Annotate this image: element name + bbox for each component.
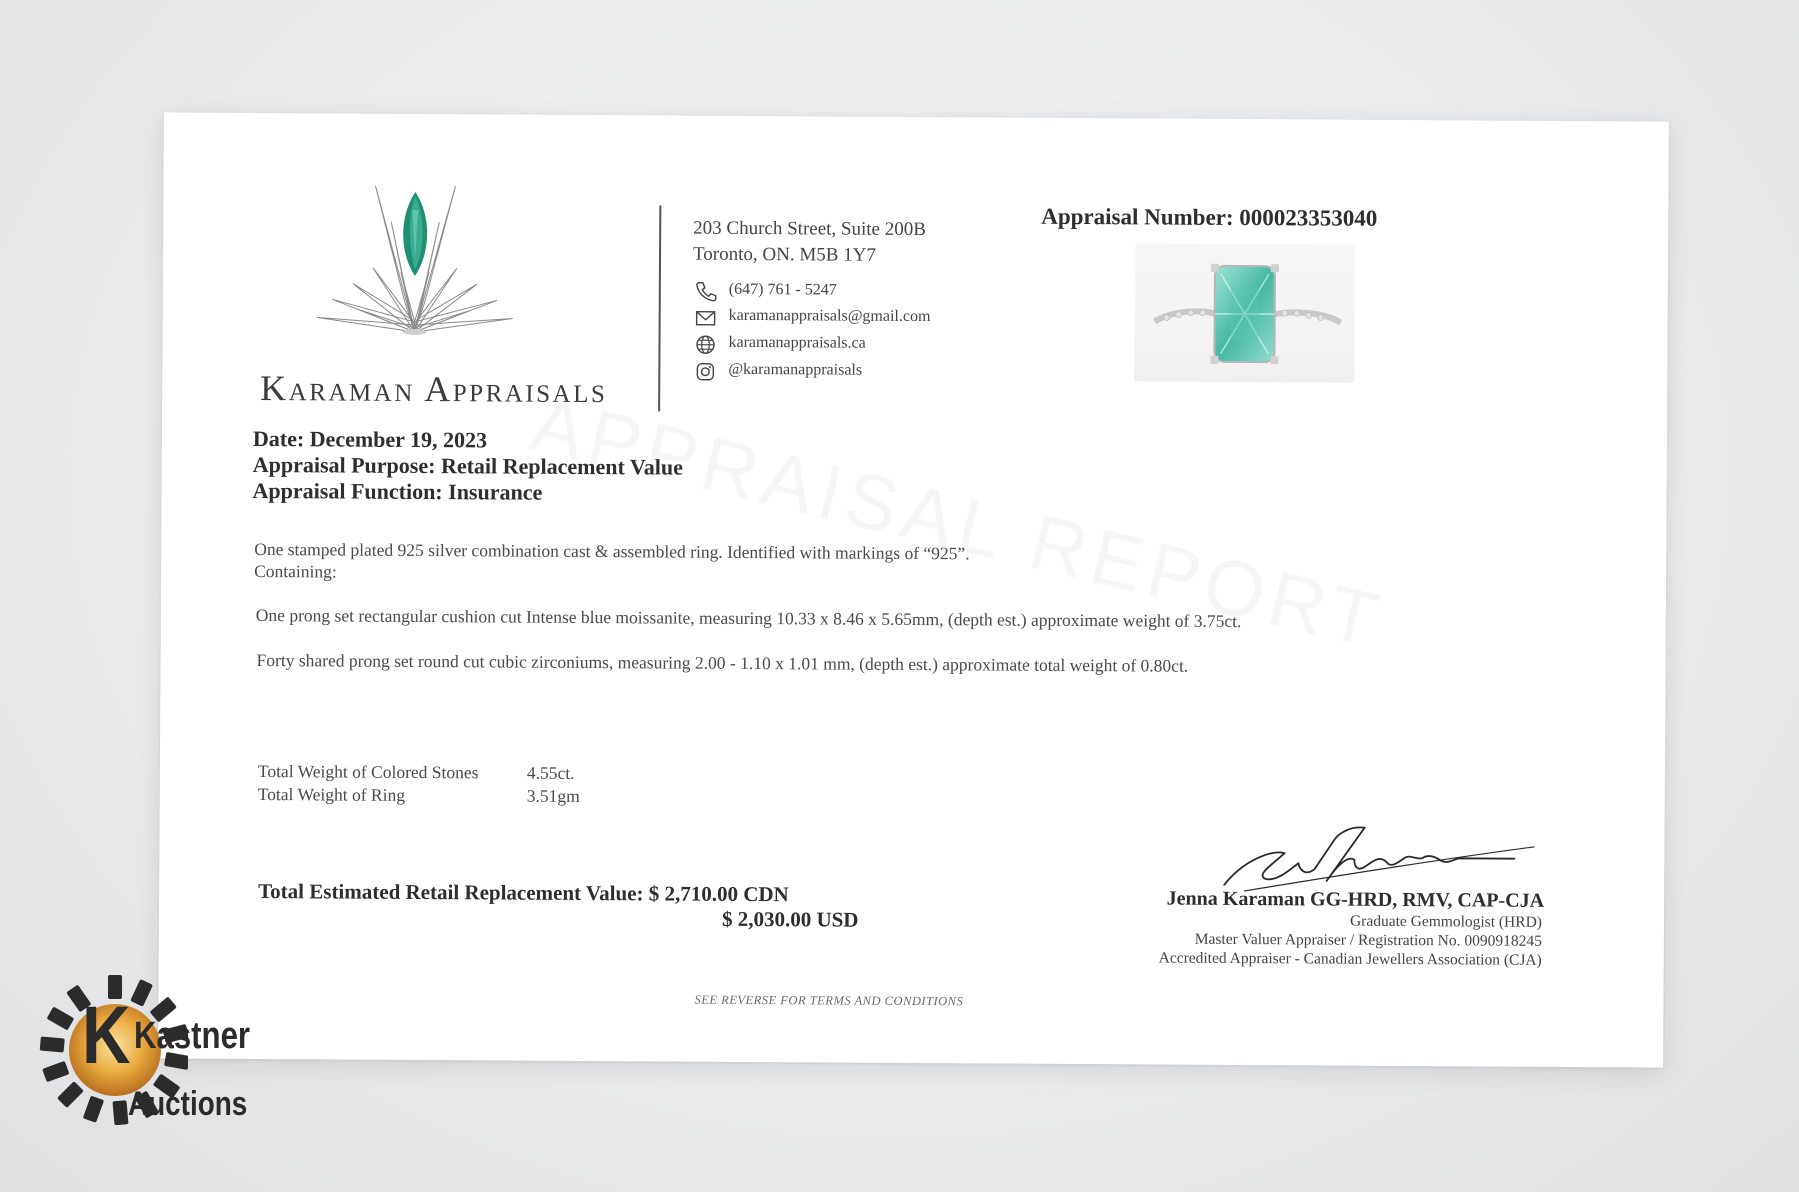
signatory-credential-2: Master Valuer Appraiser / Registration No. 0090918245: [1194, 930, 1542, 950]
total-value-usd: $ 2,030.00 USD: [721, 906, 859, 932]
signatory-credential-1: Graduate Gemmologist (HRD): [1349, 912, 1543, 931]
company-name: Karaman Appraisals: [260, 368, 608, 411]
appraisal-document: [158, 112, 1669, 1067]
item-description: One stamped plated 925 silver combination cast & assembled ring. Identified with markings of “925”.: [254, 538, 970, 564]
globe-icon: [694, 334, 716, 356]
phone-icon: [695, 280, 717, 302]
address-line-2: Toronto, ON. M5B 1Y7: [692, 243, 876, 266]
instagram-handle: @karamanappraisals: [728, 360, 863, 379]
stone-description-2: Forty shared prong set round cut cubic zirconiums, measuring 2.00 - 1.10 x 1.01 mm, (depth est.) approximate total weight of 0.80ct.: [256, 649, 1189, 676]
company-logo: [255, 181, 576, 343]
kastner-auctions-logo: [38, 975, 258, 1125]
weight-label-stones: Total Weight of Colored Stones: [257, 760, 479, 783]
kastner-k: K: [82, 990, 131, 1081]
appraisal-date: Date: December 19, 2023: [252, 425, 488, 453]
kastner-line-1: Kastner: [134, 1015, 251, 1057]
signatory-credential-3: Accredited Appraiser - Canadian Jewellers Association (CJA): [1158, 949, 1542, 969]
email-icon: [695, 307, 717, 329]
item-containing: Containing:: [254, 560, 337, 582]
appraisal-number: Appraisal Number: 000023353040: [1041, 203, 1378, 231]
weight-value-ring: 3.51gm: [526, 785, 580, 806]
weight-label-ring: Total Weight of Ring: [257, 783, 406, 805]
ring-photo: [1134, 243, 1355, 382]
total-value-cdn: Total Estimated Retail Replacement Value: $ 2,710.00 CDN: [258, 879, 789, 907]
kastner-line-2: Auctions: [128, 1085, 248, 1123]
stone-description-1: One prong set rectangular cushion cut Intense blue moissanite, measuring 10.33 x 8.46 x 5.65mm, (depth est.) approximate weight of 3.75ct.: [255, 604, 1242, 632]
appraisal-function: Appraisal Function: Insurance: [252, 477, 543, 505]
divider-line: [658, 205, 661, 411]
terms-footer: SEE REVERSE FOR TERMS AND CONDITIONS: [694, 992, 964, 1009]
address-line-1: 203 Church Street, Suite 200B: [693, 217, 927, 241]
weight-value-stones: 4.55ct.: [526, 762, 575, 783]
appraisal-purpose: Appraisal Purpose: Retail Replacement Value: [252, 451, 684, 480]
signatory-name: Jenna Karaman GG-HRD, RMV, CAP-CJA: [1166, 887, 1545, 912]
instagram-icon: [694, 361, 716, 383]
email-address: karamanappraisals@gmail.com: [728, 306, 931, 326]
phone-number: (647) 761 - 5247: [728, 280, 837, 299]
website: karamanappraisals.ca: [728, 333, 866, 352]
